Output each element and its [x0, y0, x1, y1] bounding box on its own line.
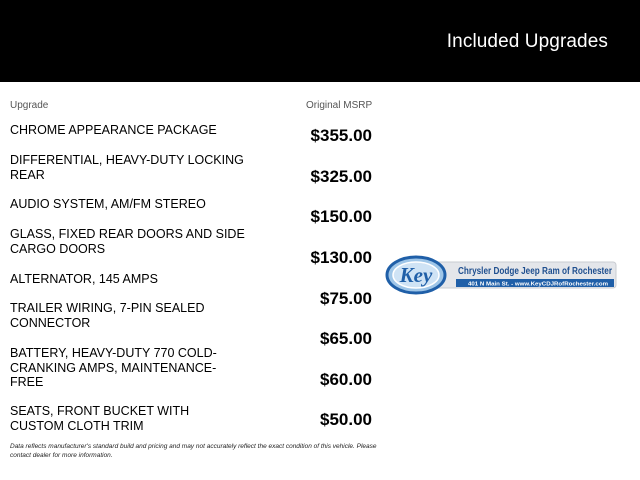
upgrade-name: SEATS, FRONT BUCKET WITH CUSTOM CLOTH TRIM	[10, 404, 190, 433]
upgrade-name: CHROME APPEARANCE PACKAGE	[10, 123, 217, 137]
upgrade-price: $130.00	[310, 248, 372, 267]
upgrade-name: DIFFERENTIAL, HEAVY-DUTY LOCKING REAR	[10, 153, 244, 182]
upgrade-name: ALTERNATOR, 145 AMPS	[10, 272, 158, 286]
upgrade-price: $50.00	[320, 410, 372, 429]
upgrade-price: $65.00	[320, 329, 372, 348]
dealer-logo	[386, 255, 618, 295]
disclaimer-text: Data reflects manufacturer's standard build and pricing and may not accurately reflect the exact condition of this vehicle. Please contact dealer for more information.	[10, 443, 377, 459]
dealer-name: Chrysler Dodge Jeep Ram of Rochester	[458, 266, 613, 277]
upgrade-price: $75.00	[320, 289, 372, 308]
header-bar	[0, 0, 640, 82]
upgrade-price: $325.00	[310, 167, 372, 186]
upgrade-name: BATTERY, HEAVY-DUTY 770 COLD-CRANKING AMPS, MAINTENANCE-FREE	[10, 346, 217, 389]
upgrade-name: GLASS, FIXED REAR DOORS AND SIDE CARGO DOORS	[10, 227, 245, 256]
upgrade-price: $355.00	[310, 126, 372, 145]
page-title: Included Upgrades	[446, 31, 608, 52]
upgrade-name: TRAILER WIRING, 7-PIN SEALED CONNECTOR	[10, 301, 205, 330]
upgrade-price: $150.00	[310, 207, 372, 226]
dealer-address: 401 N Main St. - www.KeyCDJRofRochester.com	[468, 281, 609, 288]
upgrade-price: $60.00	[320, 370, 372, 389]
column-header-upgrade: Upgrade	[10, 100, 49, 111]
dealer-logo-word: Key	[399, 263, 433, 287]
column-header-msrp: Original MSRP	[306, 100, 373, 111]
upgrade-name: AUDIO SYSTEM, AM/FM STEREO	[10, 197, 206, 211]
